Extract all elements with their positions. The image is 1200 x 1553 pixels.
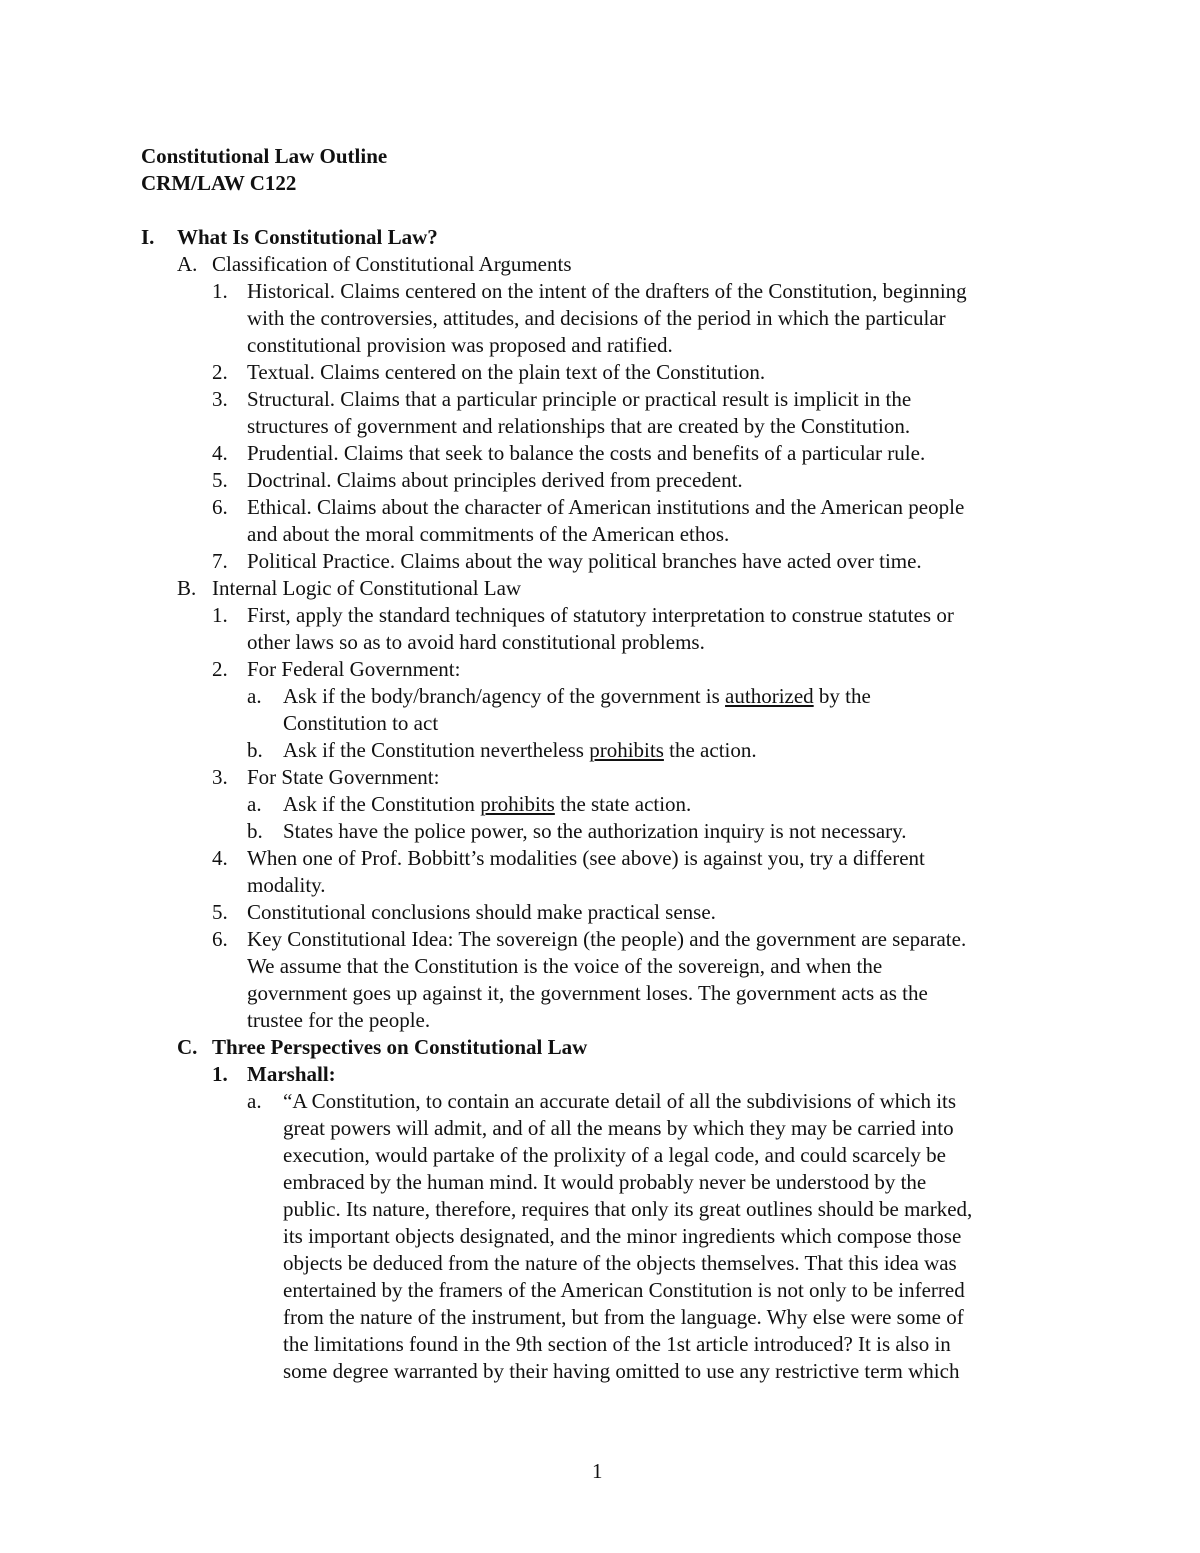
text-run: the action.: [663, 738, 757, 762]
subsection-C-label: C.: [177, 1035, 198, 1059]
list-item-label: 4.: [212, 441, 228, 465]
subsection-C-heading: Three Perspectives on Constitutional Law: [212, 1035, 588, 1059]
list-item-text: When one of Prof. Bobbitt’s modalities (see above) is against you, try a different: [247, 846, 925, 870]
quote-line: great powers will admit, and of all the means by which they may be carried into: [283, 1116, 954, 1140]
list-item-text: Political Practice. Claims about the way political branches have acted over time.: [247, 549, 922, 573]
list-item-text: structures of government and relationships that are created by the Constitution.: [247, 414, 911, 438]
sublist-item-text: Constitution to act: [283, 711, 439, 735]
list-item-text: and about the moral commitments of the American ethos.: [247, 522, 730, 546]
document-title: Constitutional Law Outline: [141, 144, 388, 168]
page-number: 1: [592, 1459, 603, 1483]
quote-line: the limitations found in the 9th section of the 1st article introduced? It is also in: [283, 1332, 951, 1356]
list-item-label: 5.: [212, 468, 228, 492]
quote-line: from the nature of the instrument, but from the language. Why else were some of: [283, 1305, 964, 1329]
list-item-text: modality.: [247, 873, 326, 897]
subsection-A-heading: Classification of Constitutional Arguments: [212, 252, 572, 276]
list-item-text: Constitutional conclusions should make practical sense.: [247, 900, 716, 924]
sublist-item-label: a.: [247, 792, 262, 816]
course-code: CRM/LAW C122: [141, 171, 297, 195]
sublist-item-label: a.: [247, 684, 262, 708]
quote-line: some degree warranted by their having omitted to use any restrictive term which: [283, 1359, 960, 1383]
text-run: Ask if the body/branch/agency of the government is: [283, 684, 726, 708]
list-item-text: For Federal Government:: [247, 657, 461, 681]
underlined-term: prohibits: [589, 738, 664, 762]
list-item-text: trustee for the people.: [247, 1008, 431, 1032]
section-I-heading: What Is Constitutional Law?: [177, 225, 438, 249]
quote-line: entertained by the framers of the American Constitution is not only to be inferred: [283, 1278, 965, 1302]
list-item-label: 1.: [212, 603, 228, 627]
list-item-text: First, apply the standard techniques of statutory interpretation to construe statutes or: [247, 603, 954, 627]
quote-line: objects be deduced from the nature of the objects themselves. That this idea was: [283, 1251, 957, 1275]
quote-line: execution, would partake of the prolixity of a legal code, and could scarcely be: [283, 1143, 946, 1167]
list-item-text: Prudential. Claims that seek to balance the costs and benefits of a particular rule.: [247, 441, 926, 465]
quote-line: “A Constitution, to contain an accurate detail of all the subdivisions of which its: [283, 1089, 957, 1113]
list-item-text: For State Government:: [247, 765, 440, 789]
quote-line: its important objects designated, and the minor ingredients which compose those: [283, 1224, 962, 1248]
subsection-A-label: A.: [177, 252, 198, 276]
list-item-text: Textual. Claims centered on the plain text of the Constitution.: [247, 360, 766, 384]
quote-line: embraced by the human mind. It would probably never be understood by the: [283, 1170, 927, 1194]
subsection-B-heading: Internal Logic of Constitutional Law: [212, 576, 522, 600]
text-run: the state action.: [554, 792, 692, 816]
sublist-item-text: States have the police power, so the authorization inquiry is not necessary.: [283, 819, 907, 843]
list-item-text: government goes up against it, the government loses. The government acts as the: [247, 981, 928, 1005]
sublist-item-label: a.: [247, 1089, 262, 1113]
list-item-text: Structural. Claims that a particular principle or practical result is implicit in the: [247, 387, 912, 411]
sublist-item-text: [283, 683, 871, 710]
list-item-label: 7.: [212, 549, 228, 573]
list-item-text: Key Constitutional Idea: The sovereign (the people) and the government are separate.: [247, 927, 967, 951]
sublist-item-text: [283, 737, 757, 764]
list-item-label: 2.: [212, 657, 228, 681]
list-item-heading: Marshall:: [247, 1062, 336, 1086]
list-item-label: 6.: [212, 927, 228, 951]
list-item-text: constitutional provision was proposed and ratified.: [247, 333, 673, 357]
underlined-term: prohibits: [480, 792, 555, 816]
text-run: Ask if the Constitution nevertheless: [283, 738, 590, 762]
list-item-label: 5.: [212, 900, 228, 924]
sublist-item-label: b.: [247, 738, 263, 762]
list-item-text: Doctrinal. Claims about principles derived from precedent.: [247, 468, 743, 492]
list-item-label: 1.: [212, 279, 228, 303]
text-run: by the: [813, 684, 871, 708]
list-item-text: other laws so as to avoid hard constitutional problems.: [247, 630, 705, 654]
list-item-label: 1.: [212, 1062, 228, 1086]
list-item-label: 2.: [212, 360, 228, 384]
underlined-term: authorized: [725, 684, 814, 708]
sublist-item-text: [283, 791, 691, 818]
list-item-label: 3.: [212, 765, 228, 789]
list-item-text: We assume that the Constitution is the voice of the sovereign, and when the: [247, 954, 883, 978]
list-item-label: 6.: [212, 495, 228, 519]
quote-line: public. Its nature, therefore, requires that only its great outlines should be marked,: [283, 1197, 973, 1221]
list-item-label: 4.: [212, 846, 228, 870]
text-run: Ask if the Constitution: [283, 792, 481, 816]
list-item-text: with the controversies, attitudes, and decisions of the period in which the particular: [247, 306, 946, 330]
list-item-text: Ethical. Claims about the character of American institutions and the American people: [247, 495, 965, 519]
section-I-label: I.: [141, 225, 155, 249]
list-item-text: Historical. Claims centered on the intent of the drafters of the Constitution, beginning: [247, 279, 967, 303]
subsection-B-label: B.: [177, 576, 197, 600]
list-item-label: 3.: [212, 387, 228, 411]
sublist-item-label: b.: [247, 819, 263, 843]
